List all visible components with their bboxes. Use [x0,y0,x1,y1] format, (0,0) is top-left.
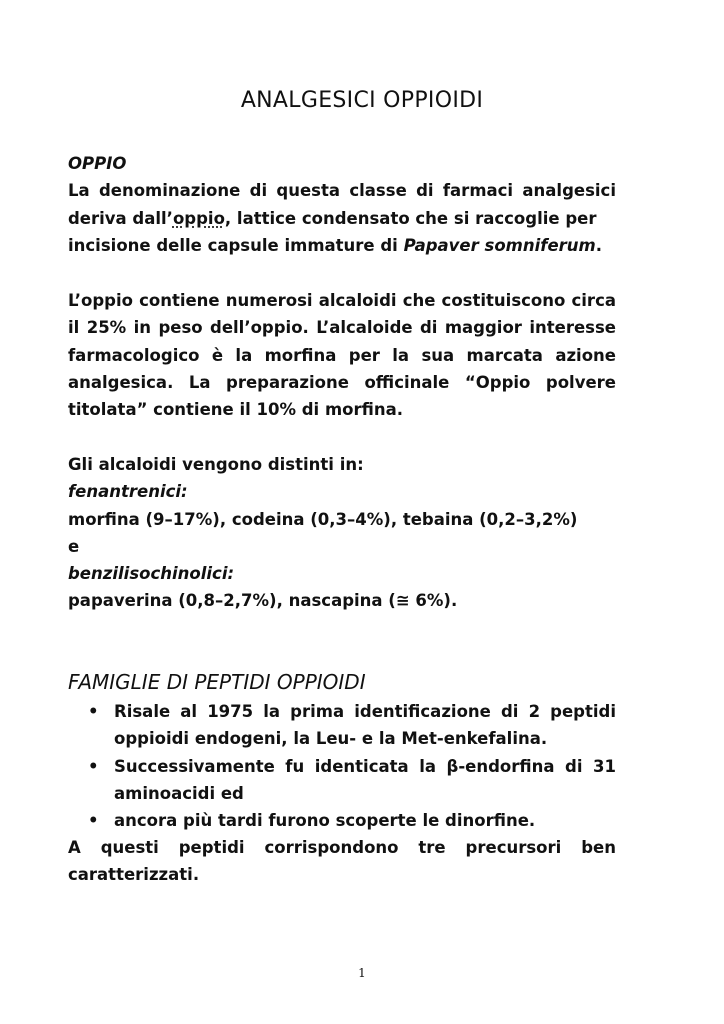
text-span: incisione delle capsule immature di [68,235,404,255]
conjunction: e [68,536,80,556]
paragraph-line: A questi peptidi corrispondono tre precursori ben [68,838,616,857]
paragraph-line: farmacologico è la morfina per la sua marcata azione [68,345,616,365]
group2-items: papaverina (0,8–2,7%), nascapina (≅ 6%). [68,591,458,611]
text-span: deriva dall’ [68,208,173,228]
oppio-paragraph-2 [68,287,616,423]
species-name: Papaver somniferum [403,235,596,255]
page-number: 1 [358,966,366,980]
list-item [68,807,616,834]
list-item [68,698,616,753]
list-item-line: Risale al 1975 la prima identificazione di 2 peptidi [114,702,616,721]
paragraph-line: titolata” contiene il 10% di morfina. [68,400,403,420]
list-item-line: oppioidi endogeni, la Leu- e la Met-enkefalina. [114,729,548,749]
oppio-p1-line3 [68,232,616,259]
text-span: . [595,235,602,255]
oppio-heading: OPPIO [68,154,127,173]
bullet-list [68,698,616,834]
oppio-p1-line1: La denominazione di questa classe di farmaci analgesici [68,181,616,201]
text-span: , lattice condensato che si raccoglie per [224,208,597,228]
list-item-line: Successivamente fu identicata la β-endorfina di 31 [114,756,616,776]
classification-intro: Gli alcaloidi vengono distinti in: [68,455,364,474]
paragraph-line: il 25% in peso dell’oppio. L’alcaloide di maggior interesse [68,318,616,338]
bullet-icon: • [88,811,99,831]
section-heading-famiglie: FAMIGLIE DI PEPTIDI OPPIOIDI [68,670,366,694]
paragraph-line: caratterizzati. [68,865,200,885]
bullet-icon: • [88,702,99,721]
paragraph-line: analgesica. La preparazione officinale “Oppio polvere [68,372,616,392]
list-item-line: ancora più tardi furono scoperte le dinorfine. [114,811,536,831]
list-item [68,753,616,808]
group1-items: morfina (9–17%), codeina (0,3–4%), tebaina (0,2–3,2%) [68,509,578,529]
group1-label: fenantrenici: [68,482,188,502]
group2-label: benzilisochinolici: [68,564,235,584]
closing-paragraph [68,834,616,889]
oppio-section [68,150,616,259]
oppio-p1-line2 [68,205,616,232]
bullet-icon: • [88,756,99,776]
list-item-line: aminoacidi ed [114,783,244,803]
paragraph-line: L’oppio contiene numerosi alcaloidi che costituiscono circa [68,291,616,310]
page-title: ANALGESICI OPPIOIDI [240,88,484,113]
alkaloid-classification [68,451,616,615]
oppio-link[interactable]: oppio [172,208,225,228]
